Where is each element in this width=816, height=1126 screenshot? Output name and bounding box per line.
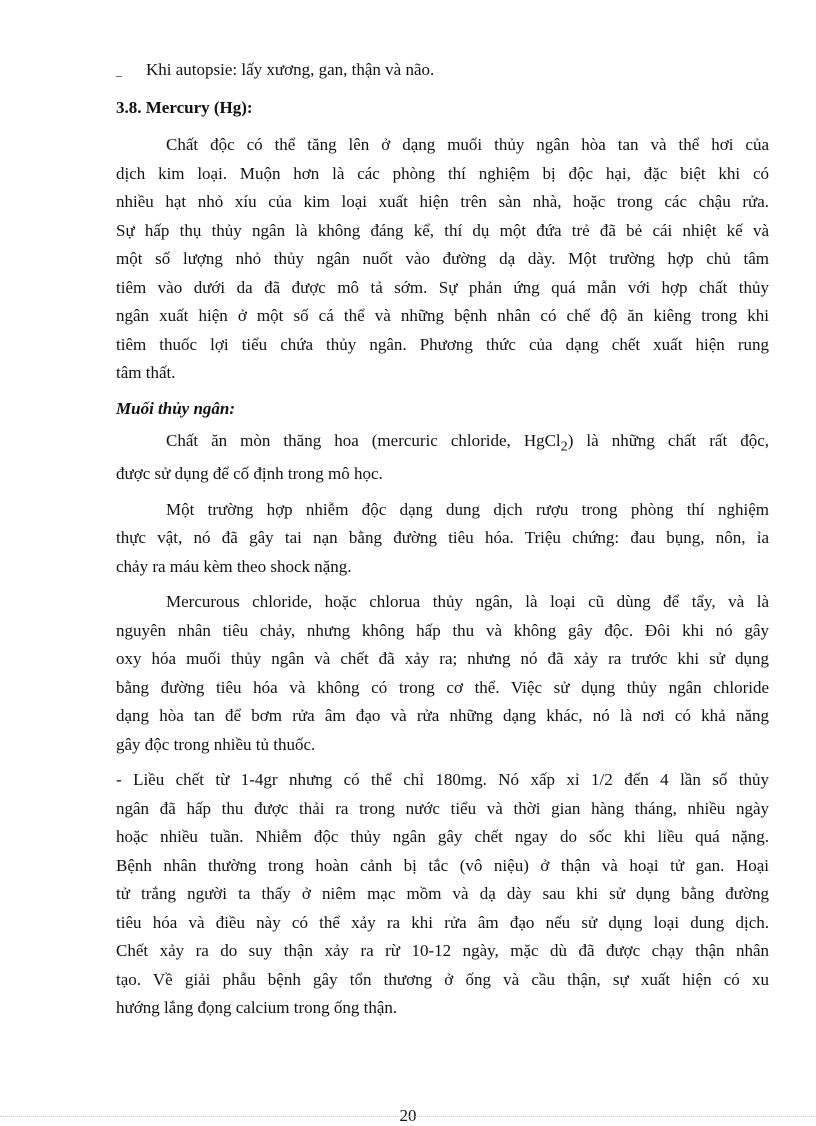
paragraph-line: ngân đã hấp thu được thải ra trong nước tiểu và thời gian hàng tháng, nhiều ngày	[116, 798, 769, 818]
page-number: 20	[399, 1106, 417, 1125]
paragraph-5	[116, 766, 769, 1023]
paragraph-line: gây độc trong nhiều tủ thuốc.	[116, 734, 316, 754]
paragraph-line: tạo. Về giải phẫu bệnh gây tổn thương ở ống và cầu thận, sự xuất hiện có xu	[116, 969, 769, 989]
bullet-item	[116, 56, 769, 85]
paragraph-line: tử trắng người ta thấy ở niêm mạc mồm và dạ dày sau khi sử dụng bằng đường	[116, 884, 769, 904]
paragraph-line: tâm thất.	[116, 363, 176, 382]
subsection-heading: Muối thủy ngân:	[116, 398, 236, 418]
formula-text-before: Chất ăn mòn thăng hoa (mercuric chloride, HgCl	[166, 430, 561, 450]
paragraph-line: oxy hóa muối thủy ngân và chết đã xảy ra; nhưng nó đã xảy ra trước khi sử dụng	[116, 649, 769, 669]
paragraph-line: ngân xuất hiện ở một số cá thể và những bệnh nhân có chế độ ăn kiêng trong khi	[116, 306, 769, 325]
bullet-text: Khi autopsie: lấy xương, gan, thận và não.	[146, 60, 435, 79]
paragraph-line: dịch kim loại. Muộn hơn là các phòng thí nghiệm bị độc hại, đặc biệt khi có	[116, 163, 769, 183]
document-page	[116, 56, 769, 1030]
paragraph-4	[116, 588, 769, 759]
paragraph-line: Chết xảy ra do suy thận xảy ra rừ 10-12 ngày, mặc dù đã được chạy thận nhân	[116, 941, 769, 961]
paragraph-line: nhiều hạt nhỏ xíu của kim loại xuất hiện trên sàn nhà, hoặc trong các chậu rửa.	[116, 192, 769, 211]
paragraph-line: được sử dụng để cố định trong mô học.	[116, 464, 383, 484]
paragraph-line	[116, 427, 769, 461]
paragraph-line: thực vật, nó đã gây tai nạn bằng đường tiêu hóa. Triệu chứng: đau bụng, nôn, ỉa	[116, 528, 769, 548]
paragraph-line: hướng lắng đọng calcium trong ống thận.	[116, 998, 398, 1018]
paragraph-line: hoặc nhiều tuần. Nhiễm độc thủy ngân gây chết ngay do sốc khi liều quá nặng.	[116, 827, 769, 847]
paragraph-line: tiêm thuốc lợi tiểu chứa thủy ngân. Phương thức của dạng chết xuất hiện rung	[116, 334, 769, 354]
paragraph-line: một số lượng nhỏ thủy ngân nuốt vào đường dạ dày. Một trường hợp chủ tâm	[116, 249, 769, 268]
paragraph-line: dạng hòa tan để bơm rửa âm đạo và rửa những dạng khác, nó là nơi có khả năng	[116, 706, 769, 726]
paragraph-3	[116, 496, 769, 582]
paragraph-line: tiêu hóa và điều này có thể xảy ra khi rửa âm đạo nếu sử dụng loại dung dịch.	[116, 912, 769, 932]
paragraph-line: tiêm vào dưới da đã được mô tả sớm. Sự phản ứng quá mẫn với hợp chất thủy	[116, 277, 769, 297]
paragraph-line: bằng đường tiêu hóa và không có trong cơ thể. Việc sử dụng thủy ngân chloride	[116, 677, 769, 697]
section-heading: 3.8. Mercury (Hg):	[116, 98, 253, 117]
paragraph-line: nguyên nhân tiêu chảy, nhưng không hấp thu và không gây độc. Đôi khi nó gây	[116, 620, 769, 640]
paragraph-line: Bệnh nhân thường trong hoàn cảnh bị tắc (vô niệu) ở thận và hoại tử gan. Hoại	[116, 855, 769, 875]
paragraph-line: Mercurous chloride, hoặc chlorua thủy ngân, là loại cũ dùng để tẩy, và là	[166, 592, 769, 612]
paragraph-line: Một trường hợp nhiễm độc dạng dung dịch rượu trong phòng thí nghiệm	[166, 499, 769, 519]
formula-text-after: ) là những chất rất độc,	[567, 430, 769, 450]
paragraph-line: Chất độc có thể tăng lên ở dạng muối thủy ngân hòa tan và thể hơi của	[166, 135, 769, 154]
paragraph-line: - Liều chết từ 1-4gr nhưng có thể chỉ 180mg. Nó xấp xỉ 1/2 đến 4 lần số thủy	[116, 770, 769, 790]
paragraph-1	[116, 131, 769, 388]
paragraph-line: chảy ra máu kèm theo shock nặng.	[116, 556, 352, 576]
formula-subscript: 2	[560, 437, 568, 454]
paragraph-line: Sự hấp thụ thủy ngân là không đáng kể, thí dụ một đứa trẻ đã bẻ cái nhiệt kế và	[116, 220, 769, 240]
bullet-mark: _	[116, 64, 122, 78]
footer-divider	[0, 1116, 816, 1117]
paragraph-2	[116, 427, 769, 489]
